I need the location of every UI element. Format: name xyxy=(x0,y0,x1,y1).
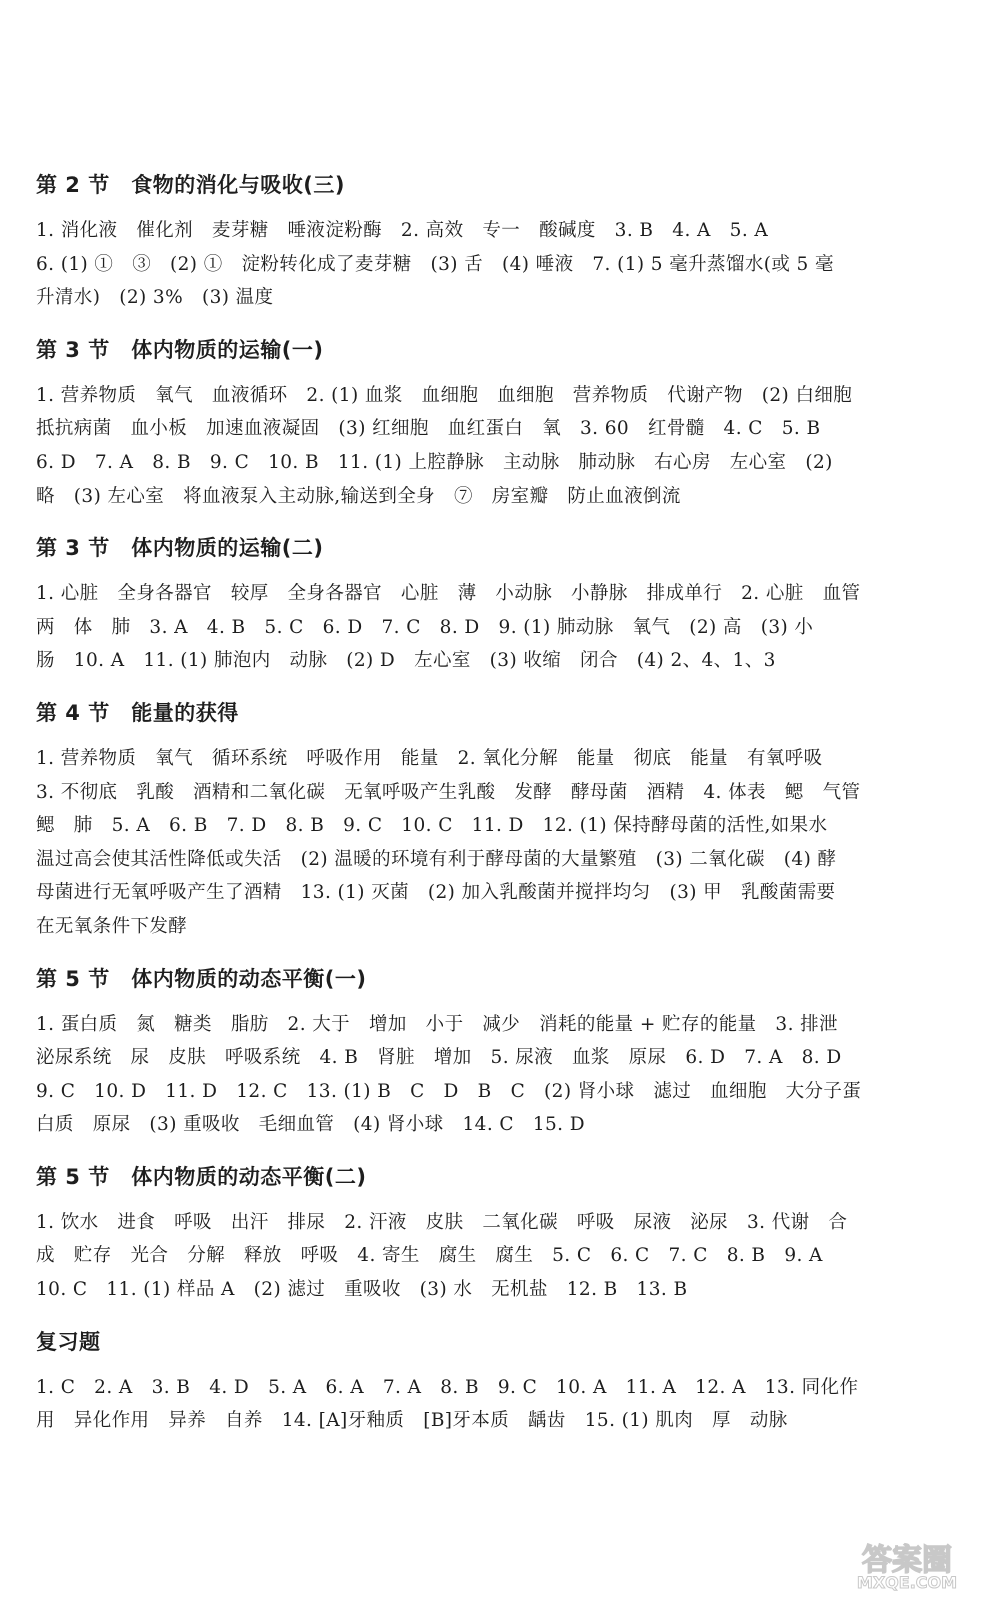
section-review xyxy=(36,1327,966,1438)
answer-line: 升清水) (2) 3% (3) 温度 xyxy=(36,287,274,309)
answer-line: 略 (3) 左心室 将血液泵入主动脉,输送到全身 ⑦ 房室瓣 防止血液倒流 xyxy=(36,485,681,507)
answer-line: 1. 营养物质 氧气 循环系统 呼吸作用 能量 2. 氧化分解 能量 彻底 能量 有氧呼吸 xyxy=(36,747,823,769)
section-2-digestion-3 xyxy=(36,170,966,315)
section-4-energy xyxy=(36,698,966,944)
answer-line: 抵抗病菌 血小板 加速血液凝固 (3) 红细胞 血红蛋白 氧 3. 60 红骨髓 4. C 5. B xyxy=(36,418,821,440)
section-heading: 第 5 节 体内物质的动态平衡(一) xyxy=(36,966,367,991)
answer-line: 1. C 2. A 3. B 4. D 5. A 6. A 7. A 8. B 9. C 10. A 11. A 12. A 13. 同化作 xyxy=(36,1376,859,1398)
answer-line: 1. 蛋白质 氮 糖类 脂肪 2. 大于 增加 小于 减少 消耗的能量 + 贮存的能量 3. 排泄 xyxy=(36,1013,838,1035)
answer-line: 白质 原尿 (3) 重吸收 毛细血管 (4) 肾小球 14. C 15. D xyxy=(36,1114,585,1136)
section-heading: 第 2 节 食物的消化与吸收(三) xyxy=(36,173,345,197)
answer-line: 两 体 肺 3. A 4. B 5. C 6. D 7. C 8. D 9. (1) 肺动脉 氧气 (2) 高 (3) 小 xyxy=(36,616,814,638)
answer-line: 9. C 10. D 11. D 12. C 13. (1) B C D B C (2) 肾小球 滤过 血细胞 大分子蛋 xyxy=(36,1080,862,1102)
answer-line: 泌尿系统 尿 皮肤 呼吸系统 4. B 肾脏 增加 5. 尿液 血浆 原尿 6. D 7. A 8. D xyxy=(36,1047,842,1069)
section-3-transport-1 xyxy=(36,335,966,513)
watermark-logo xyxy=(832,1536,982,1592)
answer-line: 温过高会使其活性降低或失活 (2) 温暖的环境有利于酵母菌的大量繁殖 (3) 二氧化碳 (4) 酵 xyxy=(36,848,837,870)
answer-line: 3. 不彻底 乳酸 酒精和二氧化碳 无氧呼吸产生乳酸 发酵 酵母菌 酒精 4. 体表 鳃 气管 xyxy=(36,781,861,803)
answer-line: 鳃 肺 5. A 6. B 7. D 8. B 9. C 10. C 11. D 12. (1) 保持酵母菌的活性,如果水 xyxy=(36,815,828,837)
section-5-balance-1 xyxy=(36,964,966,1142)
answer-line: 1. 饮水 进食 呼吸 出汗 排尿 2. 汗液 皮肤 二氧化碳 呼吸 尿液 泌尿 3. 代谢 合 xyxy=(36,1211,848,1233)
section-heading: 第 5 节 体内物质的动态平衡(二) xyxy=(36,1164,367,1189)
answer-line: 1. 消化液 催化剂 麦芽糖 唾液淀粉酶 2. 高效 专一 酸碱度 3. B 4. A 5. A xyxy=(36,220,769,241)
answer-line: 成 贮存 光合 分解 释放 呼吸 4. 寄生 腐生 腐生 5. C 6. C 7. C 8. B 9. A xyxy=(36,1245,823,1267)
section-heading: 复习题 xyxy=(36,1329,101,1354)
section-3-transport-2 xyxy=(36,533,966,678)
answer-line: 肠 10. A 11. (1) 肺泡内 动脉 (2) D 左心室 (3) 收缩 闭合 (4) 2、4、1、3 xyxy=(36,650,776,672)
section-heading: 第 4 节 能量的获得 xyxy=(36,700,239,725)
section-heading: 第 3 节 体内物质的运输(一) xyxy=(36,337,324,362)
answer-line: 10. C 11. (1) 样品 A (2) 滤过 重吸收 (3) 水 无机盐 12. B 13. B xyxy=(36,1279,688,1301)
answer-line: 1. 心脏 全身各器官 较厚 全身各器官 心脏 薄 小动脉 小静脉 排成单行 2. 心脏 血管 xyxy=(36,583,861,605)
watermark-text: 答案圈 xyxy=(862,1543,952,1578)
answer-line: 用 异化作用 异养 自养 14. [A]牙釉质 [B]牙本质 龋齿 15. (1) 肌肉 厚 动脉 xyxy=(36,1410,788,1432)
section-5-balance-2 xyxy=(36,1162,966,1307)
answer-line: 6. D 7. A 8. B 9. C 10. B 11. (1) 上腔静脉 主动脉 肺动脉 右心房 左心室 (2) xyxy=(36,451,833,473)
answer-line: 6. (1) ① ③ (2) ① 淀粉转化成了麦芽糖 (3) 舌 (4) 唾液 7. (1) 5 毫升蒸馏水(或 5 毫 xyxy=(36,253,834,275)
answer-line: 在无氧条件下发酵 xyxy=(36,915,188,937)
answer-line: 1. 营养物质 氧气 血液循环 2. (1) 血浆 血细胞 血细胞 营养物质 代谢产物 (2) 白细胞 xyxy=(36,384,853,406)
watermark-domain: MXQE.COM xyxy=(856,1573,958,1592)
answer-page xyxy=(36,170,966,1444)
answer-line: 母菌进行无氧呼吸产生了酒精 13. (1) 灭菌 (2) 加入乳酸菌并搅拌均匀 (3) 甲 乳酸菌需要 xyxy=(36,882,836,904)
section-heading: 第 3 节 体内物质的运输(二) xyxy=(36,536,324,561)
